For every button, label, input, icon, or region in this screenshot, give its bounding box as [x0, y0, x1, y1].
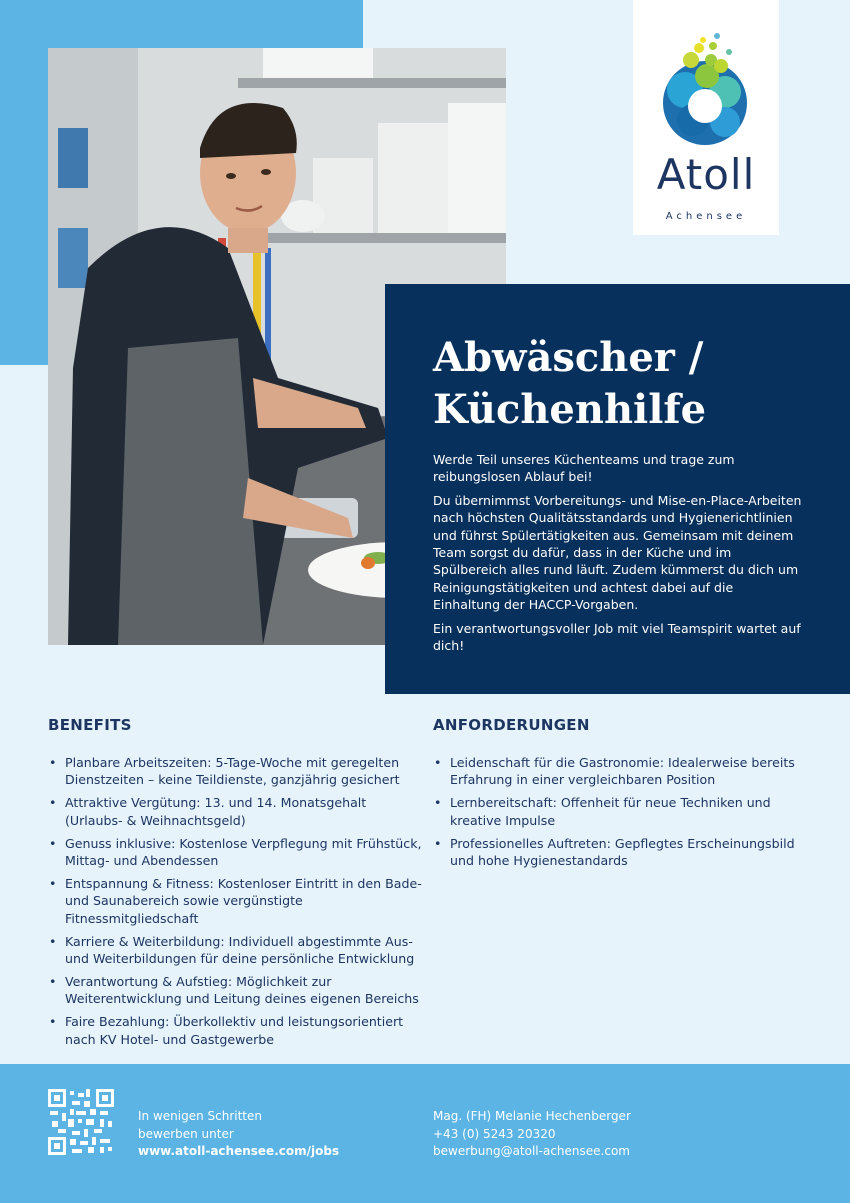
job-title-line1: Abwäscher / — [433, 334, 704, 381]
footer — [0, 1064, 850, 1203]
contact-phone[interactable]: +43 (0) 5243 20320 — [433, 1126, 556, 1141]
contact-name: Mag. (FH) Melanie Hechenberger — [433, 1109, 631, 1123]
job-title-line2: Küchenhilfe — [433, 386, 707, 433]
requirement-item: • Professionelles Auftreten: Gepflegtes Erscheinungsbild und hohe Hygienestandards — [433, 835, 805, 870]
benefit-item: • Planbare Arbeitszeiten: 5-Tage-Woche mit geregelten Dienstzeiten – keine Teildienste, ganzjährig gesichert — [48, 754, 423, 789]
jobs-link[interactable]: www.atoll-achensee.com/jobs — [138, 1144, 340, 1158]
atoll-droplet-logo-icon — [633, 0, 779, 150]
contact-email[interactable]: bewerbung@atoll-achensee.com — [433, 1144, 630, 1158]
apply-info — [138, 1108, 339, 1161]
benefits-section — [48, 716, 423, 1054]
requirement-item: • Lernbereitschaft: Offenheit für neue Techniken und kreative Impulse — [433, 794, 805, 829]
requirement-item: • Leidenschaft für die Gastronomie: Idealerweise bereits Erfahrung in einer vergleichbaren Position — [433, 754, 805, 789]
intro-paragraph: Ein verantwortungsvoller Job mit viel Teamspirit wartet auf dich! — [433, 620, 801, 654]
benefit-item: • Karriere & Weiterbildung: Individuell abgestimmte Aus- und Weiterbildungen für deine persönliche Entwicklung — [48, 933, 423, 968]
brand-name: Atoll — [656, 150, 756, 199]
benefit-item: • Faire Bezahlung: Überkollektiv und leistungsorientiert nach KV Hotel- und Gastgewerbe — [48, 1013, 423, 1048]
apply-line1: In wenigen Schritten — [138, 1109, 263, 1123]
requirements-section — [433, 716, 805, 875]
benefit-item: • Attraktive Vergütung: 13. und 14. Monatsgehalt (Urlaubs- & Weihnachtsgeld) — [48, 794, 423, 829]
benefit-item: • Verantwortung & Aufstieg: Möglichkeit zur Weiterentwicklung und Leitung deines eigenen Bereichs — [48, 973, 423, 1008]
benefits-list — [48, 754, 423, 1048]
benefit-item: • Genuss inklusive: Kostenlose Verpflegung mit Frühstück, Mittag- und Abendessen — [48, 835, 423, 870]
contact-info — [433, 1108, 631, 1161]
intro-paragraph: Werde Teil unseres Küchenteams und trage zum reibungslosen Ablauf bei! — [433, 452, 735, 485]
requirements-list — [433, 754, 805, 869]
job-intro-panel — [385, 284, 850, 694]
qr-code-icon[interactable] — [48, 1089, 114, 1155]
brand-subtitle: Achensee — [665, 211, 747, 222]
requirements-heading: ANFORDERUNGEN — [433, 716, 590, 734]
benefit-item: • Entspannung & Fitness: Kostenloser Eintritt in den Bade- und Saunabereich sowie vergünstigte Fitnessmitgliedschaft — [48, 875, 423, 927]
job-title — [433, 332, 706, 436]
benefits-heading: BENEFITS — [48, 716, 132, 734]
job-description — [433, 451, 803, 660]
apply-line2: bewerben unter — [138, 1126, 234, 1141]
intro-paragraph: Du übernimmst Vorbereitungs- und Mise-en-Place-Arbeiten nach höchsten Qualitätsstandards und Hygienerichtlinien und führst Spülertätigkeiten aus. Gemeinsam mit deinem Team sorgst du dafür, dass in der Küche und im Spülbereich alles rund läuft. Zudem kümmerst du dich um Reinigungstätigkeiten und achtest dabei auf die Einhaltung der HACCP-Vorgaben. — [433, 492, 802, 613]
atoll-logo-card — [633, 0, 779, 235]
